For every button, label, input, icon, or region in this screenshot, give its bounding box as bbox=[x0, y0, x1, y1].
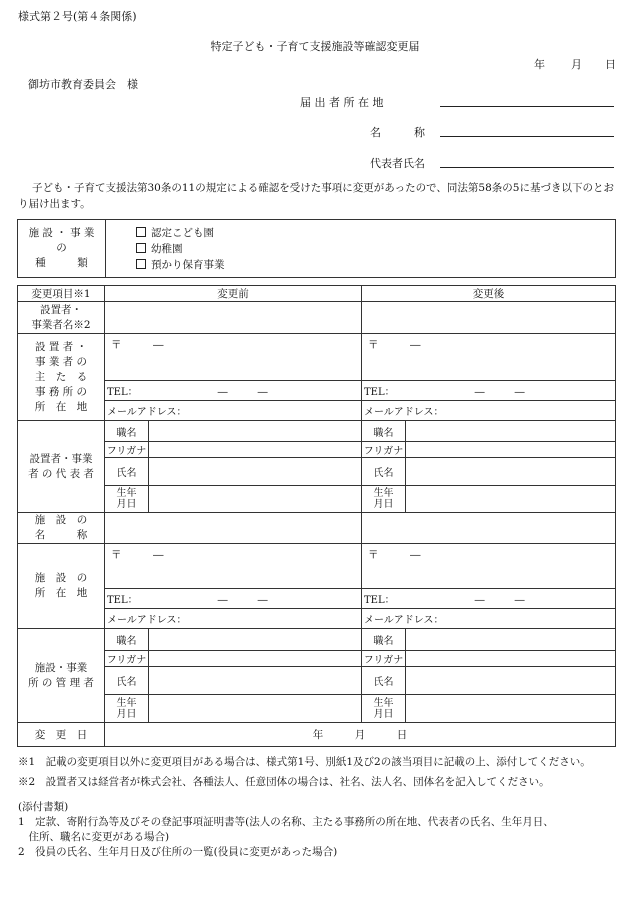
date-month-label: 月 bbox=[571, 58, 582, 71]
rep-birth-after[interactable] bbox=[406, 486, 616, 513]
label-line: 施 設 の bbox=[34, 572, 88, 584]
label-line: 施 設 の bbox=[34, 514, 88, 526]
row-manager-label bbox=[18, 629, 105, 723]
mgr-furigana-label-after: フリガナ bbox=[362, 651, 406, 667]
mgr-furigana-after[interactable] bbox=[406, 651, 616, 667]
facility-address-before[interactable] bbox=[105, 544, 362, 589]
rep-name-label-before: 氏名 bbox=[105, 458, 149, 486]
birth-label-line: 生年 bbox=[373, 488, 394, 499]
addressee: 御坊市教育委員会 様 bbox=[28, 78, 138, 91]
rep-birth-label-after bbox=[362, 486, 406, 513]
rep-birth-label-before bbox=[105, 486, 149, 513]
facility-name-before[interactable] bbox=[105, 513, 362, 544]
facility-tel-before[interactable] bbox=[105, 589, 362, 609]
option-childcare[interactable] bbox=[136, 257, 615, 273]
header-item: 変更項目※1 bbox=[18, 286, 105, 302]
birth-label-line: 月日 bbox=[116, 708, 137, 720]
option-label: 幼稚園 bbox=[151, 242, 183, 255]
row-office-address-label bbox=[18, 334, 105, 421]
date-year-label: 年 bbox=[534, 58, 545, 71]
rep-furigana-before[interactable] bbox=[149, 442, 362, 458]
row-change-date-label: 変 更 日 bbox=[18, 723, 105, 747]
mgr-birth-label-after bbox=[362, 695, 406, 723]
birth-label-line: 生年 bbox=[116, 697, 137, 709]
mgr-birth-before[interactable] bbox=[149, 695, 362, 723]
office-tel-before[interactable] bbox=[105, 381, 362, 401]
birth-label-line: 月日 bbox=[373, 708, 394, 720]
postal-mark: 〒 ― bbox=[111, 339, 164, 351]
rep-title-label-before: 職名 bbox=[105, 421, 149, 442]
mgr-title-label-after: 職名 bbox=[362, 629, 406, 651]
rep-name-label-after: 氏名 bbox=[362, 458, 406, 486]
mgr-furigana-label-before: フリガナ bbox=[105, 651, 149, 667]
label-line: 主 た る bbox=[34, 370, 88, 383]
mgr-name-label-before: 氏名 bbox=[105, 667, 149, 695]
facility-type-options bbox=[106, 220, 616, 278]
rep-title-label-after: 職名 bbox=[362, 421, 406, 442]
facility-name-after[interactable] bbox=[362, 513, 616, 544]
form-number: 様式第２号(第４条関係) bbox=[18, 10, 137, 23]
tel-dashes: ― ― bbox=[217, 595, 268, 606]
tel-label: TEL： bbox=[364, 387, 395, 398]
email-label: メールアドレス： bbox=[364, 407, 444, 418]
row-setter-name-label bbox=[18, 302, 105, 334]
postal-mark: 〒 ― bbox=[111, 549, 164, 561]
mgr-birth-after[interactable] bbox=[406, 695, 616, 723]
office-address-before[interactable] bbox=[105, 334, 362, 381]
birth-label-line: 生年 bbox=[373, 697, 394, 709]
facility-tel-after[interactable] bbox=[362, 589, 616, 609]
tel-dashes: ― ― bbox=[474, 387, 525, 398]
header-after: 変更後 bbox=[362, 286, 616, 302]
option-label: 預かり保育事業 bbox=[151, 258, 225, 271]
email-label: メールアドレス： bbox=[364, 615, 444, 626]
label-line: 所 在 地 bbox=[34, 587, 88, 599]
row-facility-address-label bbox=[18, 544, 105, 629]
birth-label-line: 月日 bbox=[116, 499, 137, 510]
attachments-title: (添付書類) bbox=[18, 801, 69, 813]
option-kindergarten[interactable] bbox=[136, 241, 615, 257]
label-line: 設 置 者 ・ bbox=[34, 340, 87, 353]
office-address-after[interactable] bbox=[362, 334, 616, 381]
email-label: メールアドレス： bbox=[107, 407, 187, 418]
setter-name-before[interactable] bbox=[105, 302, 362, 334]
applicant-rep-label: 代表者氏名 bbox=[370, 157, 425, 170]
tel-label: TEL： bbox=[107, 387, 138, 398]
email-label: メールアドレス： bbox=[107, 615, 187, 626]
option-label: 認定こども園 bbox=[151, 226, 214, 239]
rep-name-after[interactable] bbox=[406, 458, 616, 486]
attachment-item-1-cont: 住所、職名に変更がある場合) bbox=[18, 831, 170, 843]
facility-type-label-line-3: 種 類 bbox=[35, 257, 88, 269]
label-line: 事業者名※2 bbox=[31, 318, 91, 331]
header-before: 変更前 bbox=[105, 286, 362, 302]
mgr-birth-label-before bbox=[105, 695, 149, 723]
rep-furigana-label-after: フリガナ bbox=[362, 442, 406, 458]
label-line: 所 在 地 bbox=[34, 400, 88, 413]
applicant-address-line[interactable] bbox=[440, 106, 614, 107]
option-kodomoen[interactable] bbox=[136, 225, 615, 241]
applicant-address-label: 届 出 者 所 在 地 bbox=[300, 96, 384, 109]
note-2: ※2 設置者又は経営者が株式会社、各種法人、任意団体の場合は、社名、法人名、団体名を記入してください。 bbox=[18, 776, 550, 788]
mgr-name-after[interactable] bbox=[406, 667, 616, 695]
attachment-item-1: 1 定款、寄附行為等及びその登記事項証明書等(法人の名称、主たる事務所の所在地、代表者の氏名、生年月日、 bbox=[18, 816, 554, 828]
row-facility-name-label bbox=[18, 513, 105, 544]
label-line: 名 称 bbox=[34, 529, 88, 541]
change-date-value[interactable]: 年 月 日 bbox=[105, 723, 616, 747]
rep-name-before[interactable] bbox=[149, 458, 362, 486]
attachment-item-2: 2 役員の氏名、生年月日及び住所の一覧(役員に変更があった場合) bbox=[18, 846, 338, 858]
facility-email-before[interactable] bbox=[105, 609, 362, 629]
mgr-title-after[interactable] bbox=[406, 629, 616, 651]
facility-email-after[interactable] bbox=[362, 609, 616, 629]
mgr-furigana-before[interactable] bbox=[149, 651, 362, 667]
tel-label: TEL： bbox=[107, 595, 138, 606]
postal-mark: 〒 ― bbox=[368, 339, 421, 351]
rep-furigana-after[interactable] bbox=[406, 442, 616, 458]
intro-text: 子ども・子育て支援法第30条の11の規定による確認を受けた事項に変更があったので、同法第58条の5に基づき以下のとおり届け出ます。 bbox=[18, 182, 614, 210]
applicant-rep-line[interactable] bbox=[440, 167, 614, 168]
rep-birth-before[interactable] bbox=[149, 486, 362, 513]
mgr-name-label-after: 氏名 bbox=[362, 667, 406, 695]
mgr-title-before[interactable] bbox=[149, 629, 362, 651]
mgr-name-before[interactable] bbox=[149, 667, 362, 695]
label-line: 設置者・事業 bbox=[29, 452, 93, 465]
rep-title-before[interactable] bbox=[149, 421, 362, 442]
label-line: 者 の 代 表 者 bbox=[28, 467, 94, 480]
label-line: 所 の 管 理 者 bbox=[28, 676, 94, 689]
checkbox-icon[interactable] bbox=[136, 227, 146, 237]
tel-dashes: ― ― bbox=[217, 387, 268, 398]
mgr-title-label-before: 職名 bbox=[105, 629, 149, 651]
note-1: ※1 記載の変更項目以外に変更項目がある場合は、様式第1号、別紙1及び2の該当項目に記載の上、添付してください。 bbox=[18, 756, 591, 768]
row-representative-label bbox=[18, 421, 105, 513]
date-day-label: 日 bbox=[605, 58, 616, 71]
label-line: 設置者・ bbox=[40, 303, 82, 316]
facility-type-label-line-2: の bbox=[56, 242, 67, 254]
facility-type-table bbox=[17, 219, 616, 278]
label-line: 施設・事業 bbox=[34, 661, 88, 674]
label-line: 事 業 者 の bbox=[34, 355, 87, 368]
office-email-before[interactable] bbox=[105, 401, 362, 421]
tel-label: TEL： bbox=[364, 595, 395, 606]
birth-label-line: 月日 bbox=[373, 499, 394, 510]
facility-type-label bbox=[18, 220, 106, 278]
office-tel-after[interactable] bbox=[362, 381, 616, 401]
tel-dashes: ― ― bbox=[474, 595, 525, 606]
office-email-after[interactable] bbox=[362, 401, 616, 421]
birth-label-line: 生年 bbox=[116, 488, 137, 499]
rep-title-after[interactable] bbox=[406, 421, 616, 442]
postal-mark: 〒 ― bbox=[368, 549, 421, 561]
label-line: 事 務 所 の bbox=[34, 385, 87, 398]
facility-address-after[interactable] bbox=[362, 544, 616, 589]
applicant-name-label: 名 称 bbox=[370, 126, 425, 139]
facility-type-label-line-1: 施 設 ・ 事 業 bbox=[28, 227, 95, 239]
document-title: 特定子ども・子育て支援施設等確認変更届 bbox=[210, 40, 420, 53]
checkbox-icon[interactable] bbox=[136, 243, 146, 253]
rep-furigana-label-before: フリガナ bbox=[105, 442, 149, 458]
change-table bbox=[17, 285, 616, 747]
applicant-name-line[interactable] bbox=[440, 136, 614, 137]
setter-name-after[interactable] bbox=[362, 302, 616, 334]
checkbox-icon[interactable] bbox=[136, 259, 146, 269]
